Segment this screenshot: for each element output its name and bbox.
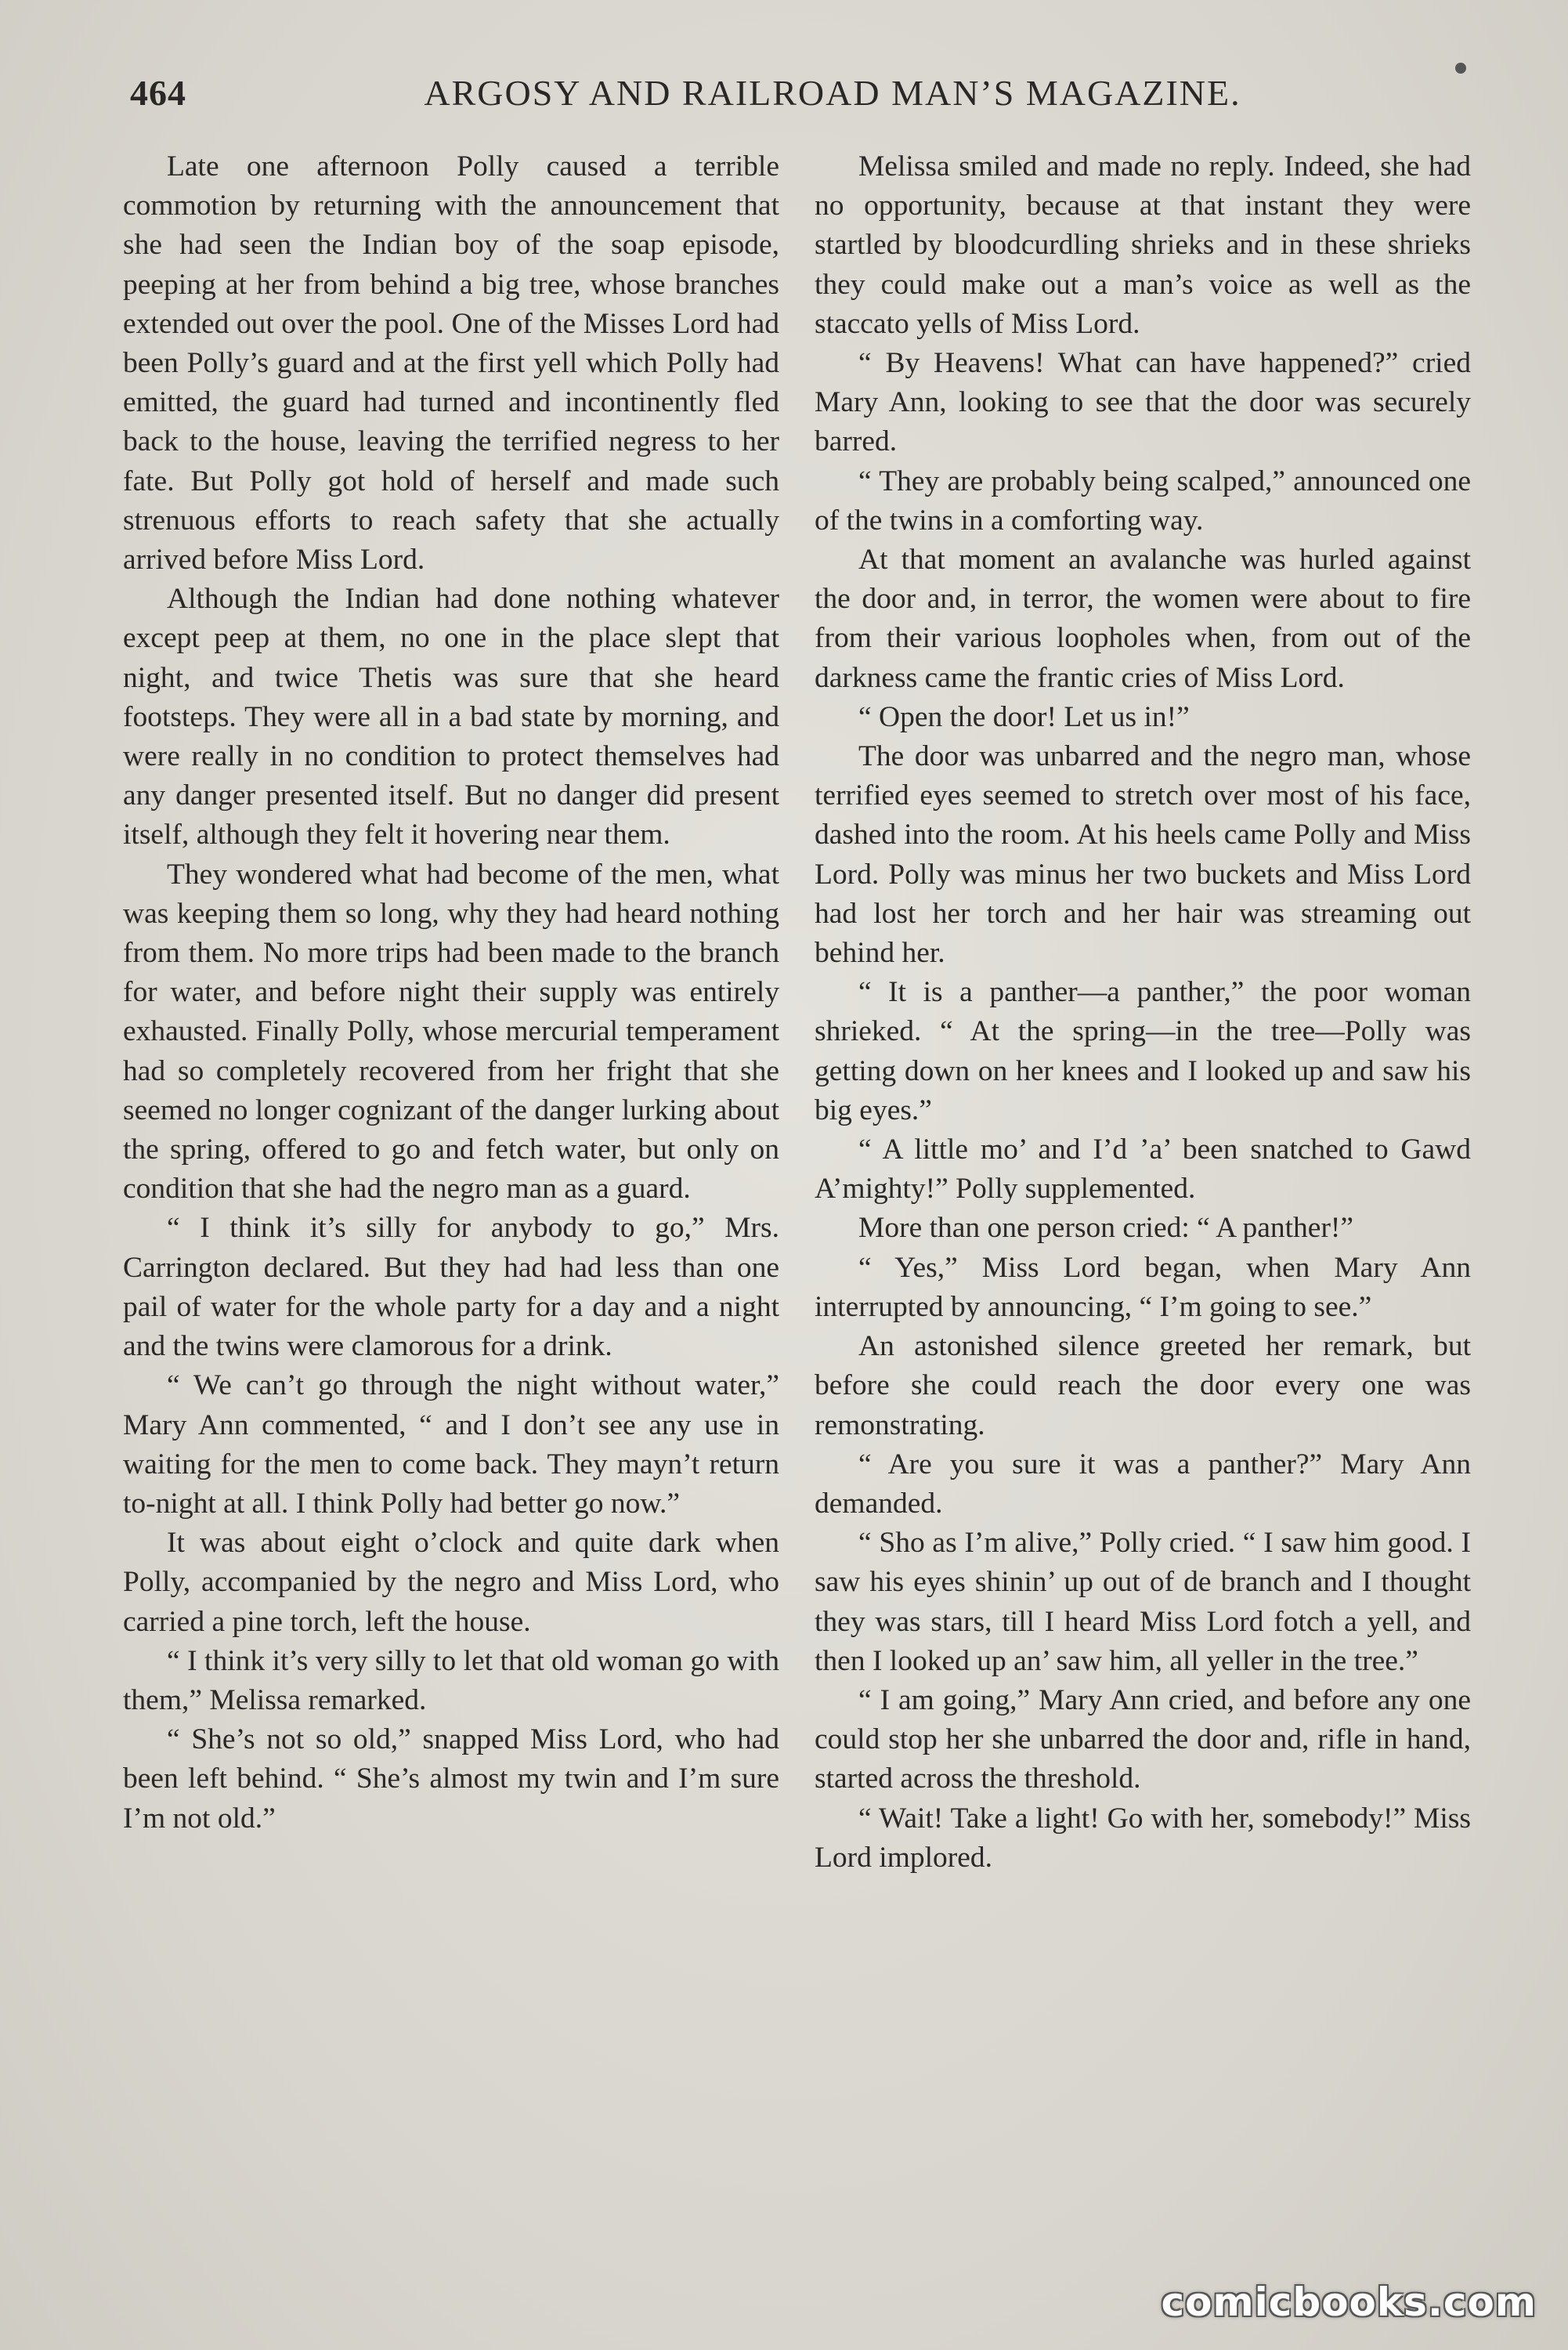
paragraph: “ It is a panther—a panther,” the poor woman shrieked. “ At the spring—in the tree—Polly was getting down on her knees and I looked up and saw his big eyes.” bbox=[815, 976, 1471, 1126]
paragraph: Melissa smiled and made no reply. Indeed, she had no opportunity, because at that instant they were startled by bloodcurdling shrieks and in these shrieks they could make out a man’s voice as well as the staccato yells of Miss Lord. bbox=[815, 150, 1471, 340]
paragraph: “ They are probably being scalped,” announced one of the twins in a comforting way. bbox=[815, 465, 1471, 537]
paragraph: Although the Indian had done nothing whatever except peep at them, no one in the place slept that night, and twice Thetis was sure that she heard footsteps. They were all in a bad state by morning, and were really in no condition to protect themselves had any danger presented itself. But no danger did present itself, although they felt it hovering near them. bbox=[123, 583, 779, 851]
right-column bbox=[815, 147, 1471, 1878]
paragraph: An astonished silence greeted her remark, but before she could reach the door every one was remonstrating. bbox=[815, 1330, 1471, 1441]
paragraph: At that moment an avalanche was hurled against the door and, in terror, the women were about to fire from their various loopholes when, from out of the darkness came the frantic cries of Miss Lord. bbox=[815, 544, 1471, 694]
page-number: 464 bbox=[130, 73, 186, 113]
page-header bbox=[124, 72, 1471, 127]
left-column bbox=[123, 147, 779, 1838]
paragraph: “ Sho as I’m alive,” Polly cried. “ I saw him good. I saw his eyes shinin’ up out of de branch and I thought they was stars, till I heard Miss Lord fotch a yell, and then I looked up an’ saw him, all yeller in the tree.” bbox=[815, 1527, 1471, 1677]
paragraph: “ I think it’s silly for anybody to go,” Mrs. Carrington declared. But they had had less than one pail of water for the whole party for a day and a night and the twins were clamorous for a drink. bbox=[123, 1212, 779, 1363]
watermark: comicbooks.com bbox=[1161, 2280, 1537, 2325]
paragraph: “ Open the door! Let us in!” bbox=[858, 700, 1190, 733]
paragraph: “ She’s not so old,” snapped Miss Lord, who had been left behind. “ She’s almost my twin and I’m sure I’m not old.” bbox=[123, 1723, 779, 1835]
paragraph: They wondered what had become of the men, what was keeping them so long, why they had heard nothing from them. No more trips had been made to the branch for water, and before night their supply was entirely exhausted. Finally Polly, whose mercurial temperament had so completely recovered from her fright that she seemed no longer cognizant of the danger lurking about the spring, offered to go and fetch water, but only on condition that she had the negro man as a guard. bbox=[123, 858, 779, 1206]
paragraph: “ We can’t go through the night without water,” Mary Ann commented, “ and I don’t see any use in waiting for the men to come back. They mayn’t return to-night at all. I think Polly had better go now.” bbox=[123, 1369, 779, 1520]
paragraph: “ A little mo’ and I’d ’a’ been snatched to Gawd A’mighty!” Polly supplemented. bbox=[815, 1133, 1471, 1206]
paragraph: Late one afternoon Polly caused a terrible commotion by returning with the announcement that she had seen the Indian boy of the soap episode, peeping at her from behind a big tree, whose branches extended out over the pool. One of the Misses Lord had been Polly’s guard and at the first yell which Polly had emitted, the guard had turned and incontinently fled back to the house, leaving the terrified negress to her fate. But Polly got hold of herself and made such strenuous efforts to reach safety that she actually arrived before Miss Lord. bbox=[123, 150, 779, 577]
paragraph: It was about eight o’clock and quite dark when Polly, accompanied by the negro and Miss Lord, who carried a pine torch, left the house. bbox=[123, 1527, 779, 1638]
paragraph: “ By Heavens! What can have happened?” cried Mary Ann, looking to see that the door was securely barred. bbox=[815, 347, 1471, 458]
paragraph: “ I think it’s very silly to let that old woman go with them,” Melissa remarked. bbox=[123, 1644, 779, 1716]
running-head: ARGOSY AND RAILROAD MAN’S MAGAZINE. bbox=[424, 73, 1241, 113]
paragraph: “ Wait! Take a light! Go with her, somebody!” Miss Lord implored. bbox=[815, 1802, 1471, 1874]
paragraph: “ Are you sure it was a panther?” Mary Ann demanded. bbox=[815, 1448, 1471, 1520]
paragraph: “ Yes,” Miss Lord began, when Mary Ann interrupted by announcing, “ I’m going to see.” bbox=[815, 1251, 1471, 1323]
paragraph: The door was unbarred and the negro man, whose terrified eyes seemed to stretch over most of his face, dashed into the room. At his heels came Polly and Miss Lord. Polly was minus her two buckets and Miss Lord had lost her torch and her hair was streaming out behind her. bbox=[815, 740, 1471, 970]
paragraph: More than one person cried: “ A panther!” bbox=[858, 1212, 1354, 1245]
paragraph: “ I am going,” Mary Ann cried, and before any one could stop her she unbarred the door and, rifle in hand, started across the threshold. bbox=[815, 1683, 1471, 1795]
